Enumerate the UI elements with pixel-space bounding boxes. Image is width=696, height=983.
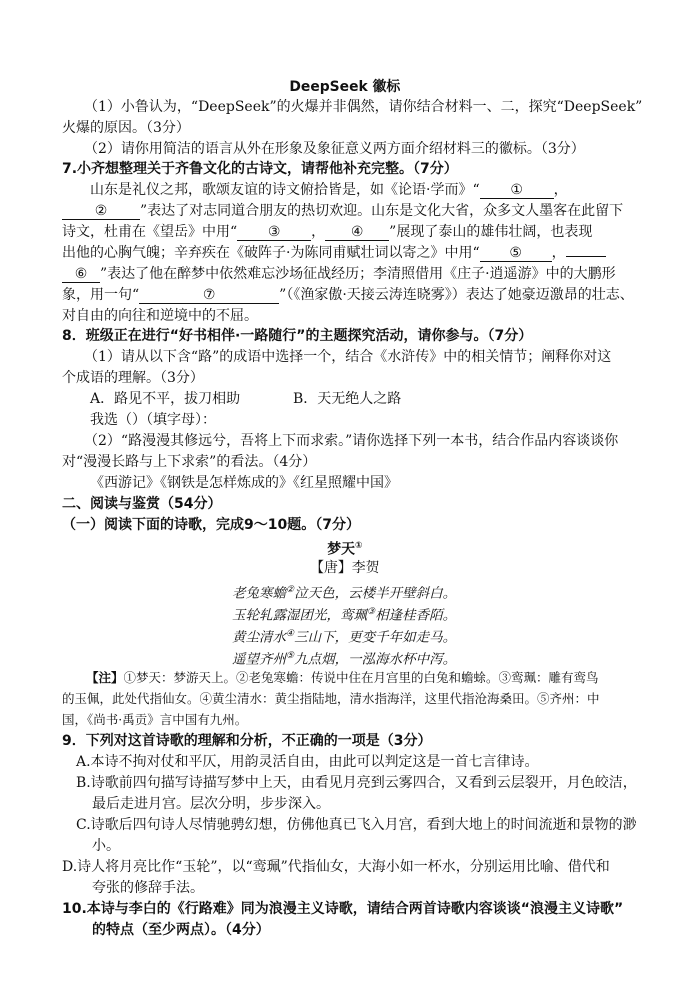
q9-option-d-cont: 夸张的修辞手法。 xyxy=(92,880,204,896)
q7-line2: ② ”表达了对志同道合朋友的热切欢迎。山东是文化大省，众多文人墨客在此留下 xyxy=(62,201,623,221)
q8-title: 8．班级正在进行“好书相伴·一路随行”的主题探究活动，请你参与。（7分） xyxy=(62,328,533,344)
poem-line: 黄尘清水④三山下，更变千年如走马。 xyxy=(232,629,457,646)
blank-5[interactable]: ⑤ xyxy=(480,245,552,262)
q8-part2-cont: 对“漫漫长路与上下求索”的看法。（4分） xyxy=(62,454,317,470)
q7-line7: 对自由的向往和逆境中的不屈。 xyxy=(62,308,258,324)
q8-option-a: A．路见不平，拔刀相助 xyxy=(90,391,241,407)
q7-title: 7.小齐想整理关于齐鲁文化的古诗文，请帮他补充完整。（7分） xyxy=(62,161,458,177)
q9-option-c: C.诗歌后四句诗人尽情驰骋幻想，仿佛他真已飞入月宫，看到大地上的时间流逝和景物的渺 xyxy=(76,817,637,833)
blank-2[interactable]: ② xyxy=(62,203,140,220)
notes-line2: 的玉佩，此处代指仙女。④黄尘清水：黄尘指陆地，清水指海洋，这里代指沧海桑田。⑤齐州：中 xyxy=(62,691,600,706)
blank-1[interactable]: ① xyxy=(480,182,554,199)
poem-line: 老兔寒蟾②泣天色，云楼半开壁斜白。 xyxy=(232,585,457,602)
q6-part1: （1）小鲁认为，“DeepSeek”的火爆并非偶然，请你结合材料一、二，探究“DeepSeek” xyxy=(84,99,643,115)
section2-subtitle: （一）阅读下面的诗歌，完成9～10题。（7分） xyxy=(62,517,360,533)
q8-part2: （2）“路漫漫其修远兮，吾将上下而求索。”请你选择下列一本书，结合作品内容谈谈你 xyxy=(84,433,619,449)
q8-books: 《西游记》《钢铁是怎样炼成的》《红星照耀中国》 xyxy=(90,475,398,491)
section2-title: 二、阅读与鉴赏（54分） xyxy=(62,496,222,512)
q7-line1: 山东是礼仪之邦，歌颂友谊的诗文俯拾皆是，如《论语·学而》“ ① ， xyxy=(90,182,568,198)
q10-title: 10.本诗与李白的《行路难》同为浪漫主义诗歌，请结合两首诗歌内容谈谈“浪漫主义诗歌” xyxy=(62,901,624,917)
blank-3[interactable]: ③ xyxy=(237,224,311,241)
q9-option-b: B.诗歌前四句描写诗描写梦中上天，由看见月亮到云雾四合，又看到云层裂开，月色皎洁， xyxy=(76,775,637,791)
q8-part1: （1）请从以下含“路”的成语中选择一个，结合《水浒传》中的相关情节；阐释你对这 xyxy=(84,349,612,365)
q9-option-a: A.本诗不拘对仗和平仄，用韵灵活自由，由此可以判定这是一首七言律诗。 xyxy=(76,754,539,770)
q7-line6: 象，用一句“ ⑦ ”（《渔家傲·天接云涛连晓雾》）表达了她豪迈激昂的壮志、 xyxy=(62,287,634,303)
logo-caption: DeepSeek 徽标 xyxy=(289,79,401,95)
q8-choose: 我选（）（填字母）： xyxy=(90,412,216,428)
q8-part1-cont: 个成语的理解。（3分） xyxy=(62,370,204,386)
blank-4[interactable]: ④ xyxy=(325,224,389,241)
notes-line1: 【注】①梦天：梦游天上。②老兔寒蟾：传说中住在月宫里的白兔和蟾蜍。③鸾珮：雕有鸾鸟 xyxy=(86,670,599,685)
q10-title-cont: 的特点（至少两点）。（4分） xyxy=(92,922,270,938)
poem-title: 梦天① xyxy=(327,541,363,558)
q9-option-b-cont: 最后走进月宫。层次分明，步步深入。 xyxy=(92,796,330,812)
q9-option-d: D.诗人将月亮比作“玉轮”，以“鸾珮”代指仙女，大海小如一杯水，分别运用比喻、借代和 xyxy=(62,859,610,875)
notes-line3: 国，《尚书·禹贡》言中国有九州。 xyxy=(62,712,248,727)
q9-title: 9．下列对这首诗歌的理解和分析，不正确的一项是（3分） xyxy=(62,733,432,749)
q7-line4: 出他的心胸气魄；辛弃疾在《破阵子·为陈同甫赋壮词以寄之》中用“ ⑤ ， xyxy=(62,243,606,263)
q6-part2: （2）请你用简洁的语言从外在形象及象征意义两方面介绍材料三的徽标。（3分） xyxy=(84,141,585,157)
q9-option-c-cont: 小。 xyxy=(92,838,120,854)
poem-author: 【唐】李贺 xyxy=(310,560,380,576)
q8-option-b: B．天无绝人之路 xyxy=(293,391,402,407)
poem-line: 玉轮轧露湿团光，鸾珮③相逢桂香陌。 xyxy=(232,607,457,624)
poem-line: 遥望齐州⑤九点烟，一泓海水杯中泻。 xyxy=(232,651,457,668)
blank-6[interactable]: ⑥ xyxy=(62,266,100,283)
q6-part1-cont: 火爆的原因。（3分） xyxy=(62,120,190,136)
blank-7[interactable]: ⑦ xyxy=(139,287,279,304)
q7-line5: ⑥ ”表达了他在醉梦中依然难忘沙场征战经历；李清照借用《庄子·逍遥游》中的大鹏形 xyxy=(62,264,616,284)
q7-line3: 诗文，杜甫在《望岳》中用“ ③ ， ④ ”展现了泰山的雄伟壮阔，也表现 xyxy=(62,224,593,240)
